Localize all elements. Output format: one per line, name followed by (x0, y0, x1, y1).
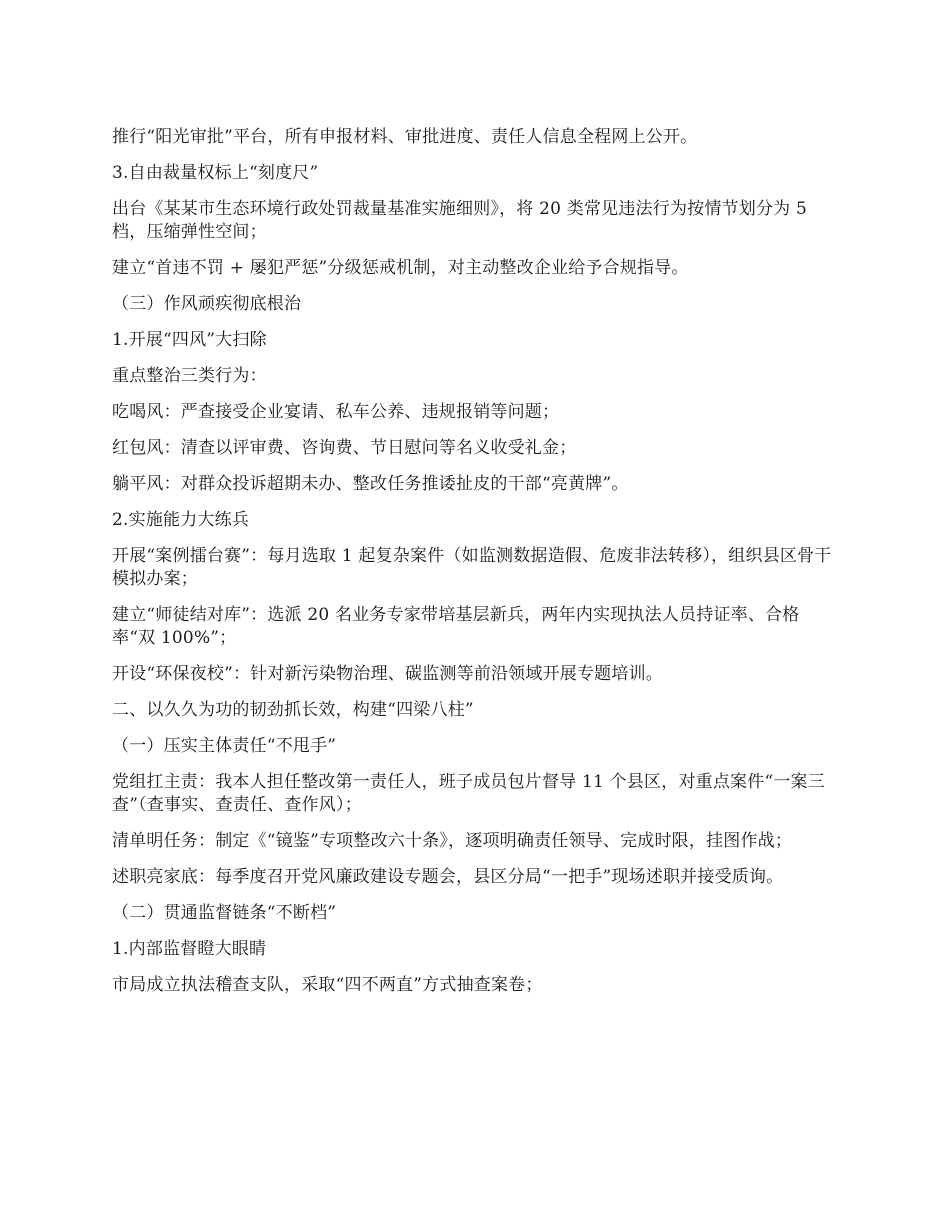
document-page (112, 126, 840, 1010)
heading-work-style: （三）作风顽疾彻底根治 (112, 294, 302, 314)
paragraph-sunshine-approval: 推行“阳光审批”平台，所有申报材料、审批进度、责任人信息全程网上公开。 (112, 127, 698, 147)
heading-responsibility: （一）压实主体责任“不甩手” (112, 736, 337, 756)
paragraph-graded-punishment: 建立“首违不罚 + 屡犯严惩”分级惩戒机制，对主动整改企业给予合规指导。 (112, 258, 689, 278)
paragraph-inspection-team: 市局成立执法稽查支队，采取“四不两直”方式抽查案卷； (112, 975, 543, 995)
list-item-party-group: 党组扛主责：我本人担任整改第一责任人，班子成员包片督导 11 个县区，对重点案件“一案三查”（查事实、查责任、查作风）； (112, 772, 825, 815)
heading-internal-supervision: 1.内部监督瞪大眼睛 (112, 939, 267, 959)
list-item-night-school: 开设“环保夜校”：针对新污染物治理、碳监测等前沿领域开展专题培训。 (112, 664, 663, 684)
paragraph-penalty-rules: 出台《某某市生态环境行政处罚裁量基准实施细则》，将 20 类常见违法行为按情节划分为 5 档，压缩弹性空间； (112, 199, 807, 242)
heading-supervision-chain: （二）贯通监督链条“不断档” (112, 903, 337, 923)
list-item-task-list: 清单明任务：制定《“镜鉴”专项整改六十条》，逐项明确责任领导、完成时限，挂图作战； (112, 831, 793, 851)
list-item-lying-flat: 躺平风：对群众投诉超期未办、整改任务推诿扯皮的干部“亮黄牌”。 (112, 474, 629, 494)
heading-discretion-ruler: 3.自由裁量权标上“刻度尺” (112, 163, 319, 183)
list-item-mentorship: 建立“师徒结对库”：选派 20 名业务专家带培基层新兵，两年内实现执法人员持证率、合格率“双 100%”； (112, 605, 800, 648)
list-item-case-contest: 开展“案例擂台赛”：每月选取 1 起复杂案件（如监测数据造假、危废非法转移），组织县区骨干模拟办案； (112, 546, 832, 589)
heading-section-two: 二、以久久为功的韧劲抓长效，构建“四梁八柱” (112, 700, 474, 720)
list-item-red-envelope: 红包风：清查以评审费、咨询费、节日慰问等名义收受礼金； (112, 438, 577, 458)
list-item-reporting: 述职亮家底：每季度召开党风廉政建设专题会，县区分局“一把手”现场述职并接受质询。 (112, 867, 784, 887)
paragraph-three-behaviors: 重点整治三类行为： (112, 366, 267, 386)
list-item-dining: 吃喝风：严查接受企业宴请、私车公养、违规报销等问题； (112, 402, 560, 422)
heading-four-winds: 1.开展“四风”大扫除 (112, 330, 267, 350)
heading-skill-training: 2.实施能力大练兵 (112, 510, 250, 530)
